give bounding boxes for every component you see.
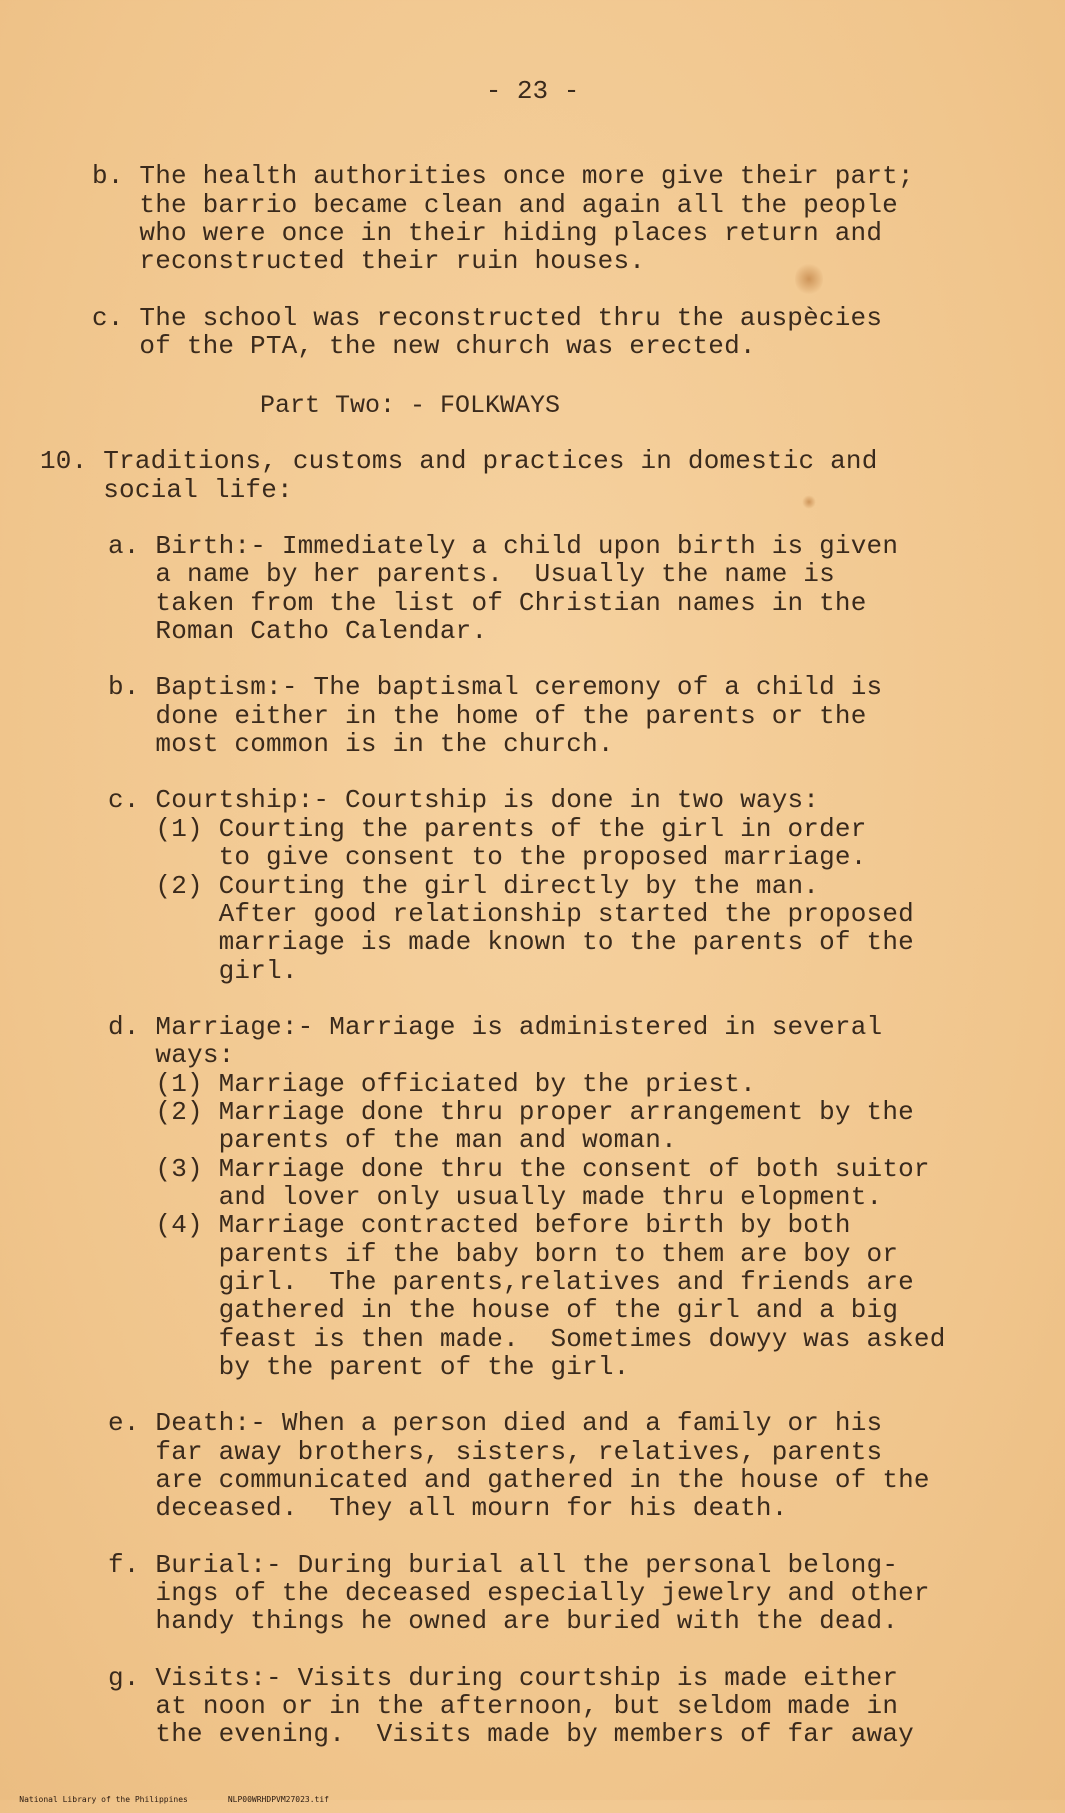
- text-line: d. Marriage:- Marriage is administered in several: [108, 1012, 883, 1042]
- text-line: 10. Traditions, customs and practices in domestic and: [40, 446, 878, 476]
- text-line: of the PTA, the new church was erected.: [92, 331, 756, 361]
- text-line: After good relationship started the proposed: [108, 899, 914, 929]
- text-line: ways:: [108, 1040, 235, 1070]
- text-line: g. Visits:- Visits during courtship is made either: [108, 1663, 899, 1693]
- text-line: by the parent of the girl.: [108, 1352, 630, 1382]
- text-line: the evening. Visits made by members of far away: [108, 1719, 914, 1749]
- text-line: a. Birth:- Immediately a child upon birth is given: [108, 531, 899, 561]
- text-line: reconstructed their ruin houses.: [92, 246, 646, 276]
- text-line: b. The health authorities once more give their part;: [92, 161, 914, 191]
- ink-stain: [802, 495, 816, 509]
- text-line: (1) Marriage officiated by the priest.: [108, 1069, 756, 1099]
- text-line: (2) Courting the girl directly by the man.: [108, 871, 820, 901]
- text-line: done either in the home of the parents or the: [108, 701, 867, 731]
- text-line: handy things he owned are buried with the dead.: [108, 1606, 899, 1636]
- text-line: at noon or in the afternoon, but seldom made in: [108, 1691, 899, 1721]
- text-line: ings of the deceased especially jewelry and other: [108, 1578, 930, 1608]
- text-line: social life:: [40, 475, 293, 505]
- text-line: (3) Marriage done thru the consent of both suitor: [108, 1154, 930, 1184]
- page-number: - 23 -: [485, 76, 580, 106]
- text-line: and lover only usually made thru elopment.: [108, 1182, 883, 1212]
- text-line: most common is in the church.: [108, 729, 614, 759]
- text-line: Roman Catho Calendar.: [108, 616, 488, 646]
- text-line: girl. The parents,relatives and friends are: [108, 1267, 914, 1297]
- text-line: feast is then made. Sometimes dowyy was asked: [108, 1324, 946, 1354]
- footer-library: National Library of the Philippines: [19, 1795, 188, 1804]
- text-line: marriage is made known to the parents of the: [108, 927, 914, 957]
- text-line: far away brothers, sisters, relatives, parents: [108, 1437, 883, 1467]
- text-line: are communicated and gathered in the house of the: [108, 1465, 930, 1495]
- text-line: gathered in the house of the girl and a big: [108, 1295, 899, 1325]
- text-line: taken from the list of Christian names in the: [108, 588, 867, 618]
- text-line: c. Courtship:- Courtship is done in two ways:: [108, 785, 820, 815]
- text-line: (4) Marriage contracted before birth by both: [108, 1210, 851, 1240]
- text-line: girl.: [108, 956, 298, 986]
- ink-stain: [795, 262, 823, 296]
- text-line: f. Burial:- During burial all the personal belong-: [108, 1550, 899, 1580]
- text-line: the barrio became clean and again all the people: [92, 190, 898, 220]
- text-line: e. Death:- When a person died and a family or his: [108, 1408, 883, 1438]
- text-line: c. The school was reconstructed thru the auspècies: [92, 303, 883, 333]
- text-line: (1) Courting the parents of the girl in order: [108, 814, 867, 844]
- footer-filename: NLP00WRHDPVM27023.tif: [227, 1795, 329, 1804]
- text-line: to give consent to the proposed marriage.: [108, 842, 867, 872]
- text-line: parents if the baby born to them are boy or: [108, 1239, 899, 1269]
- text-line: deceased. They all mourn for his death.: [108, 1493, 788, 1523]
- text-line: b. Baptism:- The baptismal ceremony of a child is: [108, 672, 883, 702]
- section-heading: Part Two: - FOLKWAYS: [260, 391, 561, 420]
- text-line: who were once in their hiding places return and: [92, 218, 883, 248]
- text-line: (2) Marriage done thru proper arrangement by the: [108, 1097, 914, 1127]
- text-line: parents of the man and woman.: [108, 1125, 677, 1155]
- text-line: a name by her parents. Usually the name is: [108, 559, 835, 589]
